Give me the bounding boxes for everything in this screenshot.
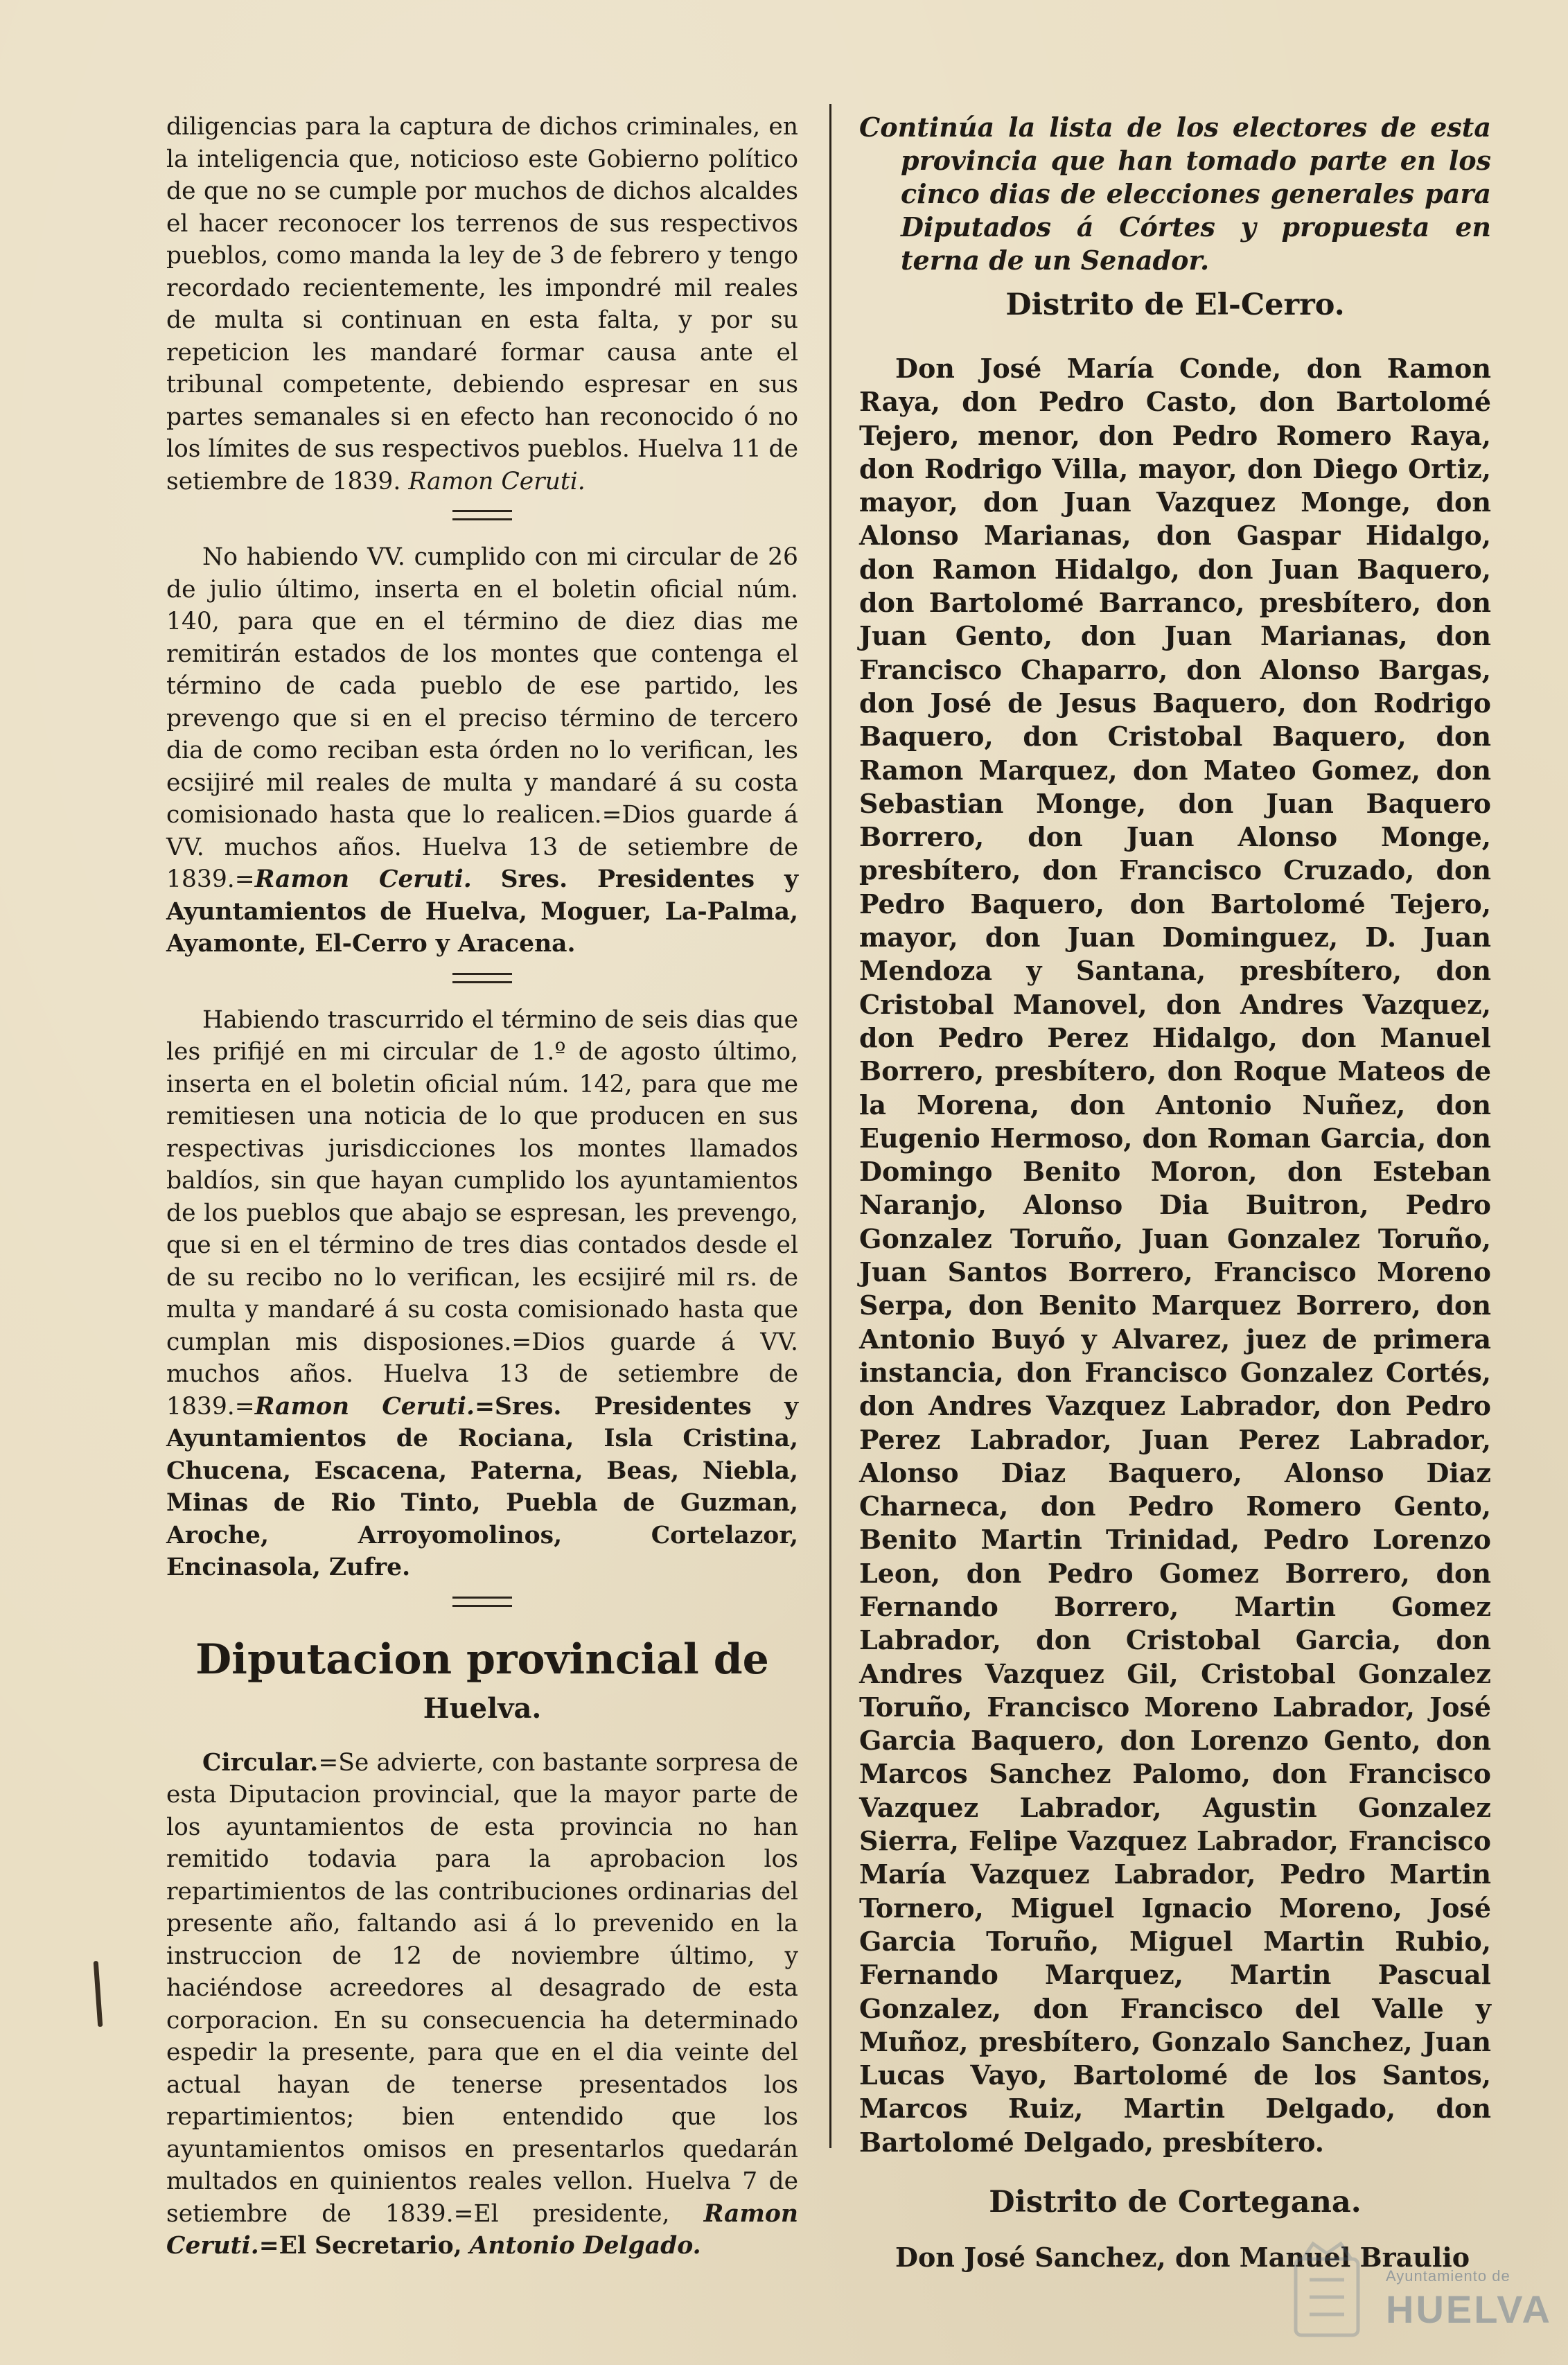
paragraph-montes-estados <box>166 541 798 960</box>
left-column <box>166 111 798 2262</box>
electors-list-el-cerro: Don José María Conde, don Ramon Raya, don Pedro Casto, don Bartolomé Tejero, menor, don Pedro Romero Raya, don Rodrigo Villa, mayor, don Diego Ortiz, mayor, don Juan Vazquez Monge, don Alonso Marianas, don Gaspar Hidalgo, don Ramon Hidalgo, don Juan Baquero, don Bartolomé Barranco, presbítero, don Juan Gento, don Juan Marianas, don Francisco Chaparro, don Alonso Bargas, don José de Jesus Baquero, don Rodrigo Baquero, don Cristobal Baquero, don Ramon Marquez, don Mateo Gomez, don Sebastian Monge, don Juan Baquero Borrero, don Juan Alonso Monge, presbítero, don Francisco Cruzado, don Pedro Baquero, don Bartolomé Tejero, mayor, don Juan Dominguez, D. Juan Mendoza y Santana, presbítero, don Cristobal Manovel, don Andres Vazquez, don Pedro Perez Hidalgo, don Manuel Borrero, presbítero, don Roque Mateos de la Morena, don Antonio Nuñez, don Eugenio Hermoso, don Roman Garcia, don Domingo Benito Moron, don Esteban Naranjo, Alonso Dia Buitron, Pedro Gonzalez Toruño, Juan Gonzalez Toruño, Juan Santos Borrero, Francisco Moreno Serpa, don Benito Marquez Borrero, don Antonio Buyó y Alvarez, juez de primera instancia, don Francisco Gonzalez Cortés, don Andres Vazquez Labrador, don Pedro Perez Labrador, Juan Perez Labrador, Alonso Diaz Baquero, Alonso Diaz Charneca, don Pedro Romero Gento, Benito Martin Trinidad, Pedro Lorenzo Leon, don Pedro Gomez Borrero, don Fernando Borrero, Martin Gomez Labrador, don Cristobal Garcia, don Andres Vazquez Gil, Cristobal Gonzalez Toruño, Francisco Moreno Labrador, José Garcia Baquero, don Lorenzo Gento, don Marcos Sanchez Palomo, don Francisco Vazquez Labrador, Agustin Gonzalez Sierra, Felipe Vazquez Labrador, Francisco María Vazquez Labrador, Pedro Martin Tornero, Miguel Ignacio Moreno, José Garcia Toruño, Miguel Martin Rubio, Fernando Marquez, Martin Pascual Gonzalez, don Francisco del Valle y Muñoz, presbítero, Gonzalo Sanchez, Juan Lucas Vayo, Bartolomé de los Santos, Marcos Ruiz, Martin Delgado, don Bartolomé Delgado, presbítero. <box>859 353 1491 2158</box>
paragraph-montes-baldios-text: Habiendo trascurrido el término de seis dias que les prifijé en mi circular de 1.º de agosto último, inserta en el boletin oficial núm. 142, para que me remitiesen una noticia de lo que producen en sus respectivas jurisdicciones los montes llamados baldíos, sin que hayan cumplido los ayuntamientos de los pueblos que abajo se espresan, les prevengo, que si en el término de tres dias contados desde el de su recibo no lo verifican, les ecsijiré mil rs. de multa y mandaré á su costa comisionado hasta que cumplan mis disposiones.=Dios guarde á VV. muchos años. Huelva 13 de setiembre de 1839.= <box>166 1005 798 1421</box>
addressees-1: Sres. Presidentes y Ayuntamientos de Huelva, Moguer, La-Palma, Ayamonte, El-Cerro y Aracena. <box>166 865 799 958</box>
section-subtitle: Huelva. <box>423 1691 542 1725</box>
watermark-label-small: Ayuntamiento de <box>1386 2267 1510 2285</box>
paragraph-captura-text: diligencias para la captura de dichos criminales, en la inteligencia que, noticioso este Gobierno político de que no se cumple por muchos de dichos alcaldes el hacer reconocer los terrenos de sus respectivos pueblos, como manda la ley de 3 de febrero y tengo recordado recientemente, les impondré mil reales de multa si continuan en esta falta, y por su repeticion les mandaré formar causa ante el tribunal competente, debiendo espresar en sus partes semanales si en efecto han reconocido ó no los límites de sus respectivos pueblos. Huelva 11 de setiembre de 1839. <box>166 113 798 495</box>
electors-heading: Continúa la lista de los electores de esta provincia que han tomado parte en los cinco dias de elecciones generales para Diputados á Córtes y propuesta en terna de un Senador. <box>859 112 1491 276</box>
paragraph-circular-text: =Se advierte, con bastante sorpresa de esta Diputacion provincial, que la mayor parte de los ayuntamientos de esta provincia no han remitido todavia para la aprobacion los repartimientos de las contribuciones ordinarias del presente año, faltando asi á lo prevenido en la instruccion de 12 de noviembre último, y haciéndose acreedores al desagrado de esta corporacion. En su consecuencia ha determinado espedir la presente, para que en el dia veinte del actual hayan de tenerse presentados los repartimientos; bien entendido que los ayuntamientos omisos en presentarlos quedarán multados en quinientos reales vellon. Huelva 7 de setiembre de 1839.=El presidente, <box>166 1748 798 2228</box>
section-title: Diputacion provincial de <box>195 1635 769 1684</box>
secretary-label: =El Secretario, <box>258 2232 462 2260</box>
separator <box>452 1597 512 1607</box>
column-rule <box>829 104 831 2148</box>
paragraph-circular <box>166 1747 798 2262</box>
right-column <box>859 111 1491 2274</box>
separator <box>452 510 512 520</box>
signature-ceruti-1: Ramon Ceruti. <box>408 467 585 495</box>
signature-ceruti-4: Ramon Ceruti. <box>166 2199 799 2260</box>
electors-list-cortegana: Don José Sanchez, don Manuel Braulio <box>895 2242 1470 2274</box>
district-heading-el-cerro: Distrito de El-Cerro. <box>1005 288 1345 322</box>
circular-lead: Circular. <box>202 1748 319 1777</box>
paragraph-montes-estados-text: No habiendo VV. cumplido con mi circular de 26 de julio último, inserta en el boletin oficial núm. 140, para que en el término de diez dias me remitirán estados de los montes que contenga el término de cada pueblo de ese partido, les prevengo que si en el preciso término de tercero dia de como reciban esta órden no lo verifican, les ecsijiré mil reales de multa y mandaré á su costa comisionado hasta que lo realicen.=Dios guarde á VV. muchos años. Huelva 13 de setiembre de 1839.= <box>166 543 798 893</box>
signature-delgado: Antonio Delgado. <box>469 2232 701 2260</box>
paragraph-montes-baldios <box>166 1004 798 1584</box>
paragraph-captura <box>166 111 798 498</box>
signature-ceruti-2: Ramon Ceruti. <box>254 865 472 893</box>
signature-ceruti-3: Ramon Ceruti. <box>254 1392 475 1421</box>
district-heading-cortegana: Distrito de Cortegana. <box>989 2185 1362 2220</box>
watermark-label-big: HUELVA <box>1386 2287 1552 2331</box>
separator <box>452 973 512 983</box>
addressees-2: =Sres. Presidentes y Ayuntamientos de Rociana, Isla Cristina, Chucena, Escacena, Paterna, Beas, Niebla, Minas de Rio Tinto, Puebla de Guzman, Aroche, Arroyomolinos, Cortelazor, Encinasola, Zufre. <box>166 1392 799 1581</box>
ink-mark <box>94 1961 103 2027</box>
